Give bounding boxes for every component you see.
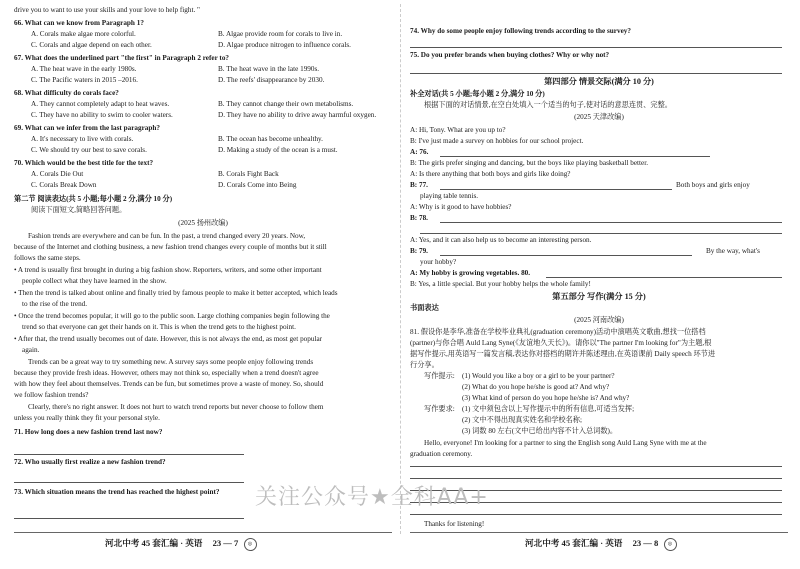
q73-stem: 73. Which situation means the trend has reached the highest point? bbox=[14, 488, 220, 496]
left-footer-label: 河北中考 45 套汇编 · 英语 bbox=[105, 538, 203, 548]
dialog-q76 bbox=[410, 148, 428, 157]
q80-label: A: My hobby is growing vegetables. 80. bbox=[410, 269, 531, 277]
q69-b: B. The ocean has become unhealthy. bbox=[218, 135, 323, 143]
writing-line-2[interactable] bbox=[410, 478, 782, 479]
q75-answer-line[interactable] bbox=[410, 73, 782, 74]
dialog-line-12: your hobby? bbox=[420, 258, 457, 266]
dialog-line-4: B: The girls prefer singing and dancing, but the boys like playing basketball better. bbox=[410, 159, 649, 167]
q74-stem: 74. Why do some people enjoy following trends according to the survey? bbox=[410, 27, 631, 35]
hint-1: (1) Would you like a boy or a girl to be your partner? bbox=[462, 372, 615, 380]
q66-b: B. Algae provide room for corals to live in. bbox=[218, 30, 343, 38]
q69-a: A. It's necessary to live with corals. bbox=[31, 135, 134, 143]
q68-stem: 68. What difficulty do corals face? bbox=[14, 89, 119, 97]
bullet-2-line2: to the rise of the trend. bbox=[22, 300, 88, 308]
q66-a: A. Corals make algae more colorful. bbox=[31, 30, 136, 38]
section2-title: 第二节 阅读表达(共 5 小题;每小题 2 分,满分 10 分) bbox=[14, 195, 173, 203]
left-footer-rule bbox=[14, 532, 392, 533]
part5-source: (2025 河南改编) bbox=[574, 316, 624, 324]
q78-blank[interactable] bbox=[440, 222, 782, 223]
bullet-3-line2: trend so that everyone can get their hands on it. This is when the trend gets to the highest point. bbox=[22, 323, 296, 331]
dialog-line-14: B: Yes, a little special. But your hobby helps the whole family! bbox=[410, 280, 591, 288]
hint-label: 写作提示: bbox=[424, 372, 455, 380]
writing-opening-line1: Hello, everyone! I'm looking for a partner to sing the English song Auld Lang Syne with me at the bbox=[424, 439, 707, 447]
q68-a: A. They cannot completely adapt to heat waves. bbox=[31, 100, 170, 108]
right-footer-label: 河北中考 45 套汇编 · 英语 bbox=[525, 538, 623, 548]
q71-answer-line[interactable] bbox=[14, 454, 244, 455]
part4-title: 第四部分 情景交际(满分 10 分) bbox=[544, 77, 654, 86]
q77-blank[interactable] bbox=[440, 189, 672, 190]
left-footer-page: 23 — 7 bbox=[212, 538, 239, 548]
passage-p2-line4: we follow fashion trends? bbox=[14, 391, 89, 399]
q78-blank-2[interactable] bbox=[420, 233, 782, 234]
q80-blank[interactable] bbox=[546, 277, 782, 278]
q76-label: A: 76. bbox=[410, 148, 429, 156]
q66-stem: 66. What can we know from Paragraph 1? bbox=[14, 19, 144, 27]
q76-blank[interactable] bbox=[440, 156, 710, 157]
dialog-line-10: A: Yes, and it can also help us to become an interesting person. bbox=[410, 236, 592, 244]
q72-answer-line[interactable] bbox=[14, 482, 244, 483]
passage-p1-line2: because of the Internet and clothing business, a new fashion trend changes every couple of months but it still bbox=[14, 243, 327, 251]
intro-tail: drive you to want to use your skills and your love to help fight. " bbox=[14, 6, 200, 14]
q69-c: C. We should try our best to save corals. bbox=[31, 146, 147, 154]
hint-2: (2) What do you hope he/she is good at? And why? bbox=[462, 383, 610, 391]
dialog-q80 bbox=[410, 269, 530, 278]
passage-p1-line3: follows the same steps. bbox=[14, 254, 81, 262]
dialog-q77 bbox=[410, 181, 428, 190]
dialog-line-5: A: Is there anything that both boys and girls like doing? bbox=[410, 170, 571, 178]
part5-subtitle: 书面表达 bbox=[410, 304, 439, 312]
q79-label: B: 79. bbox=[410, 247, 428, 255]
dialog-q79 bbox=[410, 247, 428, 256]
q78-label: B: 78. bbox=[410, 214, 428, 222]
passage-p2-line2: because they provide fresh ideas. However, others may not think so, especially when a trend doesn't agree bbox=[14, 369, 319, 377]
q70-d: D. Corals Come into Being bbox=[218, 181, 297, 189]
writing-line-1[interactable] bbox=[410, 466, 782, 467]
section2-instruction: 阅读下面短文,简略回答问题。 bbox=[31, 206, 127, 214]
bullet-4-line1: • After that, the trend usually becomes out of date. However, this is not always the end, as most get popular bbox=[14, 335, 323, 343]
bullet-3-line1: • Once the trend becomes popular, it will go to the public soon. Large clothing companies begin following the bbox=[14, 312, 330, 320]
dialog-line-6-tail: Both boys and girls enjoy bbox=[676, 181, 750, 189]
page-divider bbox=[400, 4, 401, 534]
q70-b: B. Corals Fight Back bbox=[218, 170, 279, 178]
bullet-1-line2: people collect what they have learned in the show. bbox=[22, 277, 167, 285]
passage-p3-line2: unless you really think they fit your personal style. bbox=[14, 414, 160, 422]
section2-source: (2025 扬州改编) bbox=[178, 219, 228, 227]
seal-icon: ◎ bbox=[664, 538, 677, 551]
writing-prompt-line1: 81. 假设你是李华,准备在学校毕业典礼(graduation ceremony)活动中演唱英文歌曲,想找一位搭档 bbox=[410, 328, 706, 336]
requirement-1: (1) 文中须包含以上写作提示中的所有信息,可适当发挥; bbox=[462, 405, 635, 413]
writing-line-5[interactable] bbox=[410, 514, 782, 515]
dialog-line-8: A: Why is it good to have hobbies? bbox=[410, 203, 512, 211]
q70-stem: 70. Which would be the best title for the text? bbox=[14, 159, 154, 167]
dialog-line-2: B: I've just made a survey on hobbies for our school project. bbox=[410, 137, 584, 145]
right-footer-rule bbox=[410, 532, 788, 533]
writing-prompt-line2: (partner)与你合唱 Auld Lang Syne(《友谊地久天长》)。请你以"The partner I'm looking for"为主题,根 bbox=[410, 339, 712, 347]
passage-p2-line3: with how they feel about themselves. Trends can be fun, but sometimes prove a waste of money. So, should bbox=[14, 380, 324, 388]
bullet-2-line1: • Then the trend is talked about online and finally tried by famous people to make it better accepted, which leads bbox=[14, 289, 338, 297]
q79-blank[interactable] bbox=[440, 255, 692, 256]
part4-subtitle: 补全对话(共 5 小题;每小题 2 分,满分 10 分) bbox=[410, 90, 545, 98]
q75-stem: 75. Do you prefer brands when buying clothes? Why or why not? bbox=[410, 51, 610, 59]
dialog-line-7: playing table tennis. bbox=[420, 192, 479, 200]
q70-a: A. Corals Die Out bbox=[31, 170, 84, 178]
q67-a: A. The heat wave in the early 1980s. bbox=[31, 65, 137, 73]
q67-stem: 67. What does the underlined part "the first" in Paragraph 2 refer to? bbox=[14, 54, 230, 62]
part4-instruction: 根据下面的对话情景,在空白处填入一个适当的句子,使对话的意思连贯、完整。 bbox=[424, 101, 672, 109]
q74-answer-line[interactable] bbox=[410, 47, 782, 48]
part5-title: 第五部分 写作(满分 15 分) bbox=[552, 292, 646, 301]
passage-p2-line1: Trends can be a great way to try something new. A survey says some people enjoy following trends bbox=[28, 358, 314, 366]
requirement-2: (2) 文中不得出现真实姓名和学校名称; bbox=[462, 416, 582, 424]
q68-c: C. They have no ability to swim to cooler waters. bbox=[31, 111, 173, 119]
left-footer bbox=[105, 537, 257, 551]
requirement-3: (3) 词数 80 左右(文中已给出内容不计入总词数)。 bbox=[462, 427, 618, 435]
q67-c: C. The Pacific waters in 2015 –2016. bbox=[31, 76, 138, 84]
q70-c: C. Corals Break Down bbox=[31, 181, 97, 189]
q66-c: C. Corals and algae depend on each other. bbox=[31, 41, 152, 49]
right-footer bbox=[525, 537, 677, 551]
writing-prompt-line3: 据写作提示,用英语写一篇发言稿,表达你对搭档的期许并陈述理由,在英语课前 Daily speech 环节进 bbox=[410, 350, 716, 358]
seal-icon: ◎ bbox=[244, 538, 257, 551]
q67-b: B. The heat wave in the late 1990s. bbox=[218, 65, 320, 73]
bullet-1-line1: • A trend is usually first brought in during a big fashion show. Reporters, writers, and some other important bbox=[14, 266, 322, 274]
q68-b: B. They cannot change their own metabolisms. bbox=[218, 100, 354, 108]
q67-d: D. The reefs' disappearance by 2030. bbox=[218, 76, 325, 84]
passage-p1-line1: Fashion trends are everywhere and can be fun. In the past, a trend changed every 20 years. Now, bbox=[28, 232, 306, 240]
right-footer-page: 23 — 8 bbox=[632, 538, 659, 548]
q73-answer-line[interactable] bbox=[14, 518, 244, 519]
writing-opening-line2: graduation ceremony. bbox=[410, 450, 473, 458]
bullet-4-line2: again. bbox=[22, 346, 40, 354]
writing-closing: Thanks for listening! bbox=[424, 520, 485, 528]
q72-stem: 72. Who usually first realize a new fashion trend? bbox=[14, 458, 166, 466]
q77-label: B: 77. bbox=[410, 181, 428, 189]
passage-p3-line1: Clearly, there's no right answer. It does not hurt to watch trend reports but never choose to follow them bbox=[28, 403, 324, 411]
part4-source: (2025 天津改编) bbox=[574, 113, 624, 121]
q69-stem: 69. What can we infer from the last paragraph? bbox=[14, 124, 160, 132]
dialog-line-1: A: Hi, Tony. What are you up to? bbox=[410, 126, 506, 134]
q68-d: D. They have no ability to drive away harmful oxygen. bbox=[218, 111, 377, 119]
dialog-q78 bbox=[410, 214, 428, 223]
watermark: 关注公众号★全科AA+ bbox=[255, 485, 489, 510]
q66-d: D. Algae produce nitrogen to influence corals. bbox=[218, 41, 351, 49]
q71-stem: 71. How long does a new fashion trend last now? bbox=[14, 428, 163, 436]
hint-3: (3) What kind of person do you hope he/she is? And why? bbox=[462, 394, 630, 402]
q69-d: D. Making a study of the ocean is a must. bbox=[218, 146, 338, 154]
requirement-label: 写作要求: bbox=[424, 405, 455, 413]
dialog-line-11-tail: By the way, what's bbox=[706, 247, 760, 255]
writing-prompt-line4: 行分享。 bbox=[410, 361, 439, 369]
